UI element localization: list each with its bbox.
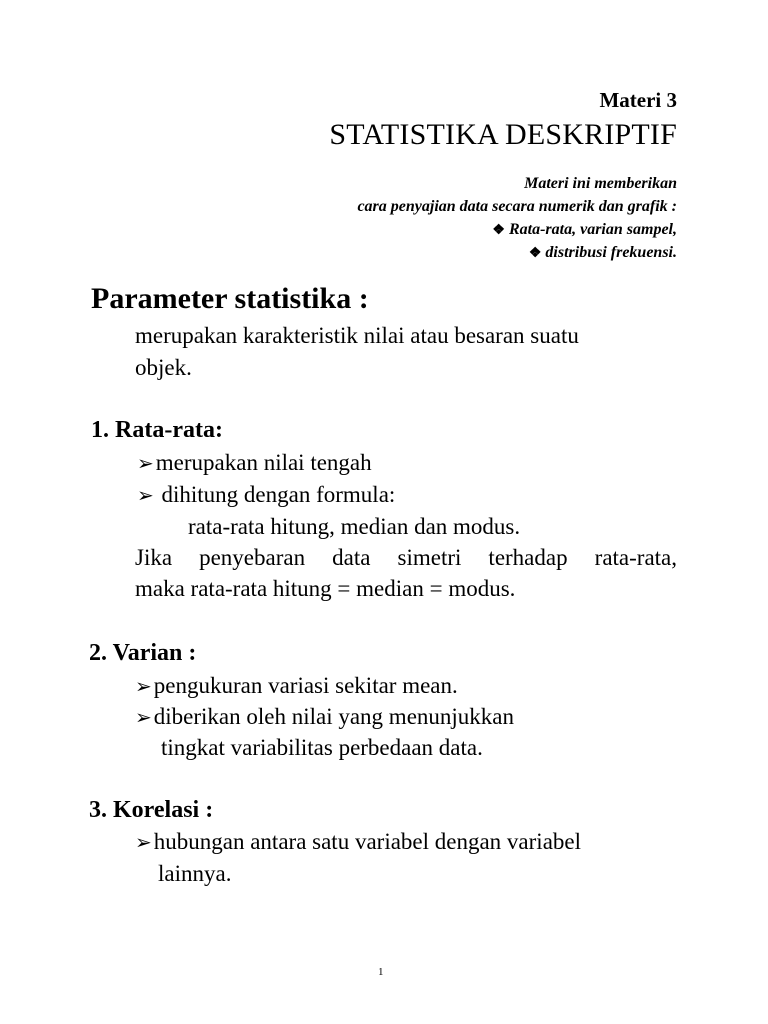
rata-rata-formula-list: rata-rata hitung, median dan modus. <box>188 514 521 539</box>
korelasi-heading: 3. Korelasi : <box>89 797 214 823</box>
rata-rata-bullet-1-text: merupakan nilai tengah <box>155 450 372 475</box>
korelasi-bullet-1-continuation: lainnya. <box>158 861 232 886</box>
rata-rata-bullet-2-text: dihitung dengan formula: <box>155 482 396 507</box>
parameter-heading: Parameter statistika : <box>91 282 369 315</box>
varian-bullet-2 <box>135 704 514 730</box>
varian-bullet-2-continuation: tingkat variabilitas perbedaan data. <box>161 735 483 760</box>
arrow-bullet-icon: ➢ <box>137 485 154 507</box>
korelasi-bullet-1 <box>135 829 581 855</box>
korelasi-bullet-1-text: hubungan antara satu variabel dengan variabel <box>153 829 581 854</box>
rata-rata-heading: 1. Rata-rata: <box>91 417 223 443</box>
intro-line-1: Materi ini memberikan <box>524 175 677 192</box>
intro-bullet-2-text: distribusi frekuensi. <box>545 244 677 261</box>
parameter-line-2: objek. <box>135 355 192 380</box>
intro-line-2: cara penyajian data secara numerik dan grafik : <box>357 198 677 215</box>
materi-label: Materi 3 <box>599 88 677 112</box>
parameter-line-1: merupakan karakteristik nilai atau besaran suatu <box>135 323 579 348</box>
intro-bullet-1-text: Rata-rata, varian sampel, <box>508 221 677 238</box>
diamond-bullet-icon: ❖ <box>528 246 542 261</box>
rata-rata-bullet-1 <box>137 450 372 476</box>
intro-bullet-1 <box>492 221 677 239</box>
page-title: STATISTIKA DESKRIPTIF <box>329 118 677 151</box>
arrow-bullet-icon: ➢ <box>137 453 154 475</box>
varian-heading: 2. Varian : <box>89 640 197 666</box>
arrow-bullet-icon: ➢ <box>135 676 152 698</box>
rata-rata-para-2: maka rata-rata hitung = median = modus. <box>135 576 516 601</box>
page-number: 1 <box>378 966 384 978</box>
arrow-bullet-icon: ➢ <box>135 832 152 854</box>
varian-bullet-1-text: pengukuran variasi sekitar mean. <box>153 673 458 698</box>
rata-rata-bullet-2 <box>137 482 395 508</box>
varian-bullet-1 <box>135 673 458 699</box>
arrow-bullet-icon: ➢ <box>135 707 152 729</box>
rata-rata-para-1: Jika penyebaran data simetri terhadap rata-rata, <box>135 545 677 570</box>
diamond-bullet-icon: ❖ <box>492 223 505 238</box>
varian-bullet-2-text: diberikan oleh nilai yang menunjukkan <box>153 704 515 729</box>
intro-bullet-2 <box>529 244 677 262</box>
